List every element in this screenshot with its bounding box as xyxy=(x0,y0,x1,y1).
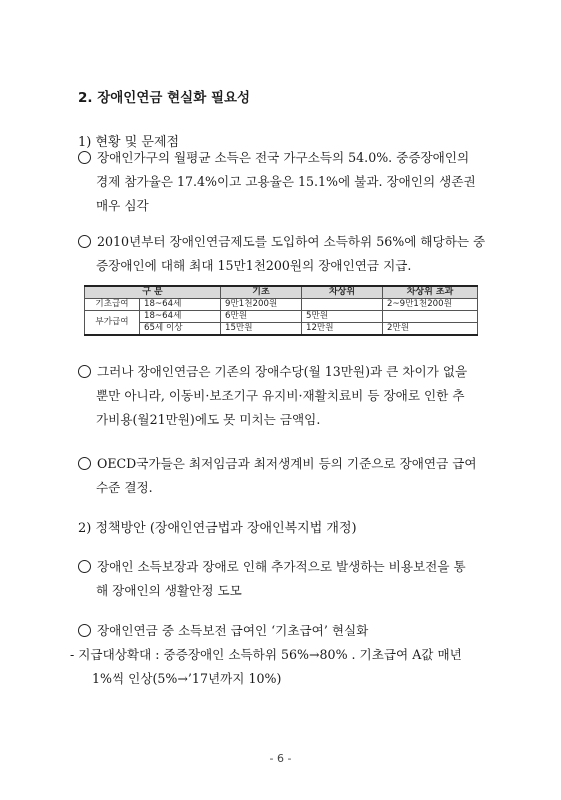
paragraph-income: 장애인가구의 월평균 소득은 전국 가구소득의 54.0%. 중증장애인의 경제 참가율은 17.4%이고 고용율은 15.1%에 불과. 장애인의 생존권 매우 심각 xyxy=(78,146,490,218)
circle-bullet-icon xyxy=(78,365,91,378)
table-row: 65세 이상 15만원 12만원 2만원 xyxy=(85,323,478,336)
benefit-table xyxy=(84,285,478,336)
table-row: 부가급여 18~64세 6만원 5만원 xyxy=(85,311,478,323)
circle-bullet-icon xyxy=(78,560,91,573)
circle-bullet-icon xyxy=(78,235,91,248)
table-header-row xyxy=(85,286,478,299)
table-header: 차상위 xyxy=(302,286,383,299)
circle-bullet-icon xyxy=(78,624,91,637)
circle-bullet-icon xyxy=(78,457,91,470)
paragraph-basic-benefit: 장애인연금 중 소득보전 급여인 ‘기초급여’ 현실화 xyxy=(78,619,490,643)
paragraph-oecd: OECD국가들은 최저임금과 최저생계비 등의 기준으로 장애연금 급여 수준 결정. xyxy=(78,452,490,500)
table-header: 차상위 초과 xyxy=(383,286,478,299)
table-header: 구 분 xyxy=(85,286,221,299)
table-row: 기초급여 18~64세 9만1천200원 2~9만1천200원 xyxy=(85,299,478,311)
section-heading: 2. 장애인연금 현실화 필요성 xyxy=(78,90,251,106)
subsection-title-status: 1) 현황 및 문제점 xyxy=(78,135,180,150)
table-header: 기초 xyxy=(221,286,302,299)
paragraph-income-support: 장애인 소득보장과 장애로 인해 추가적으로 발생하는 비용보전을 통 해 장애인의 생활안정 도모 xyxy=(78,555,490,603)
dash-item-expansion: - 지급대상확대 : 중증장애인 소득하위 56%→80% . 기초급여 A값 매년 1%씩 인상(5%→’17년까지 10%) xyxy=(70,647,462,686)
paragraph-pension-intro: 2010년부터 장애인연금제도를 도입하여 소득하위 56%에 해당하는 중 증장애인에 대해 최대 15만1천200원의 장애인연금 지급. xyxy=(78,230,490,278)
paragraph-pension-gap: 그러나 장애인연금은 기존의 장애수당(월 13만원)과 큰 차이가 없을 뿐만 아니라, 이동비·보조기구 유지비·재활치료비 등 장애로 인한 추 가비용(월21만원)에도 못 미치는 금액임. xyxy=(78,360,490,432)
page-number: - 6 - xyxy=(269,752,292,765)
subsection-title-policy: 2) 정책방안 (장애인연금법과 장애인복지법 개정) xyxy=(78,521,357,536)
circle-bullet-icon xyxy=(78,151,91,164)
